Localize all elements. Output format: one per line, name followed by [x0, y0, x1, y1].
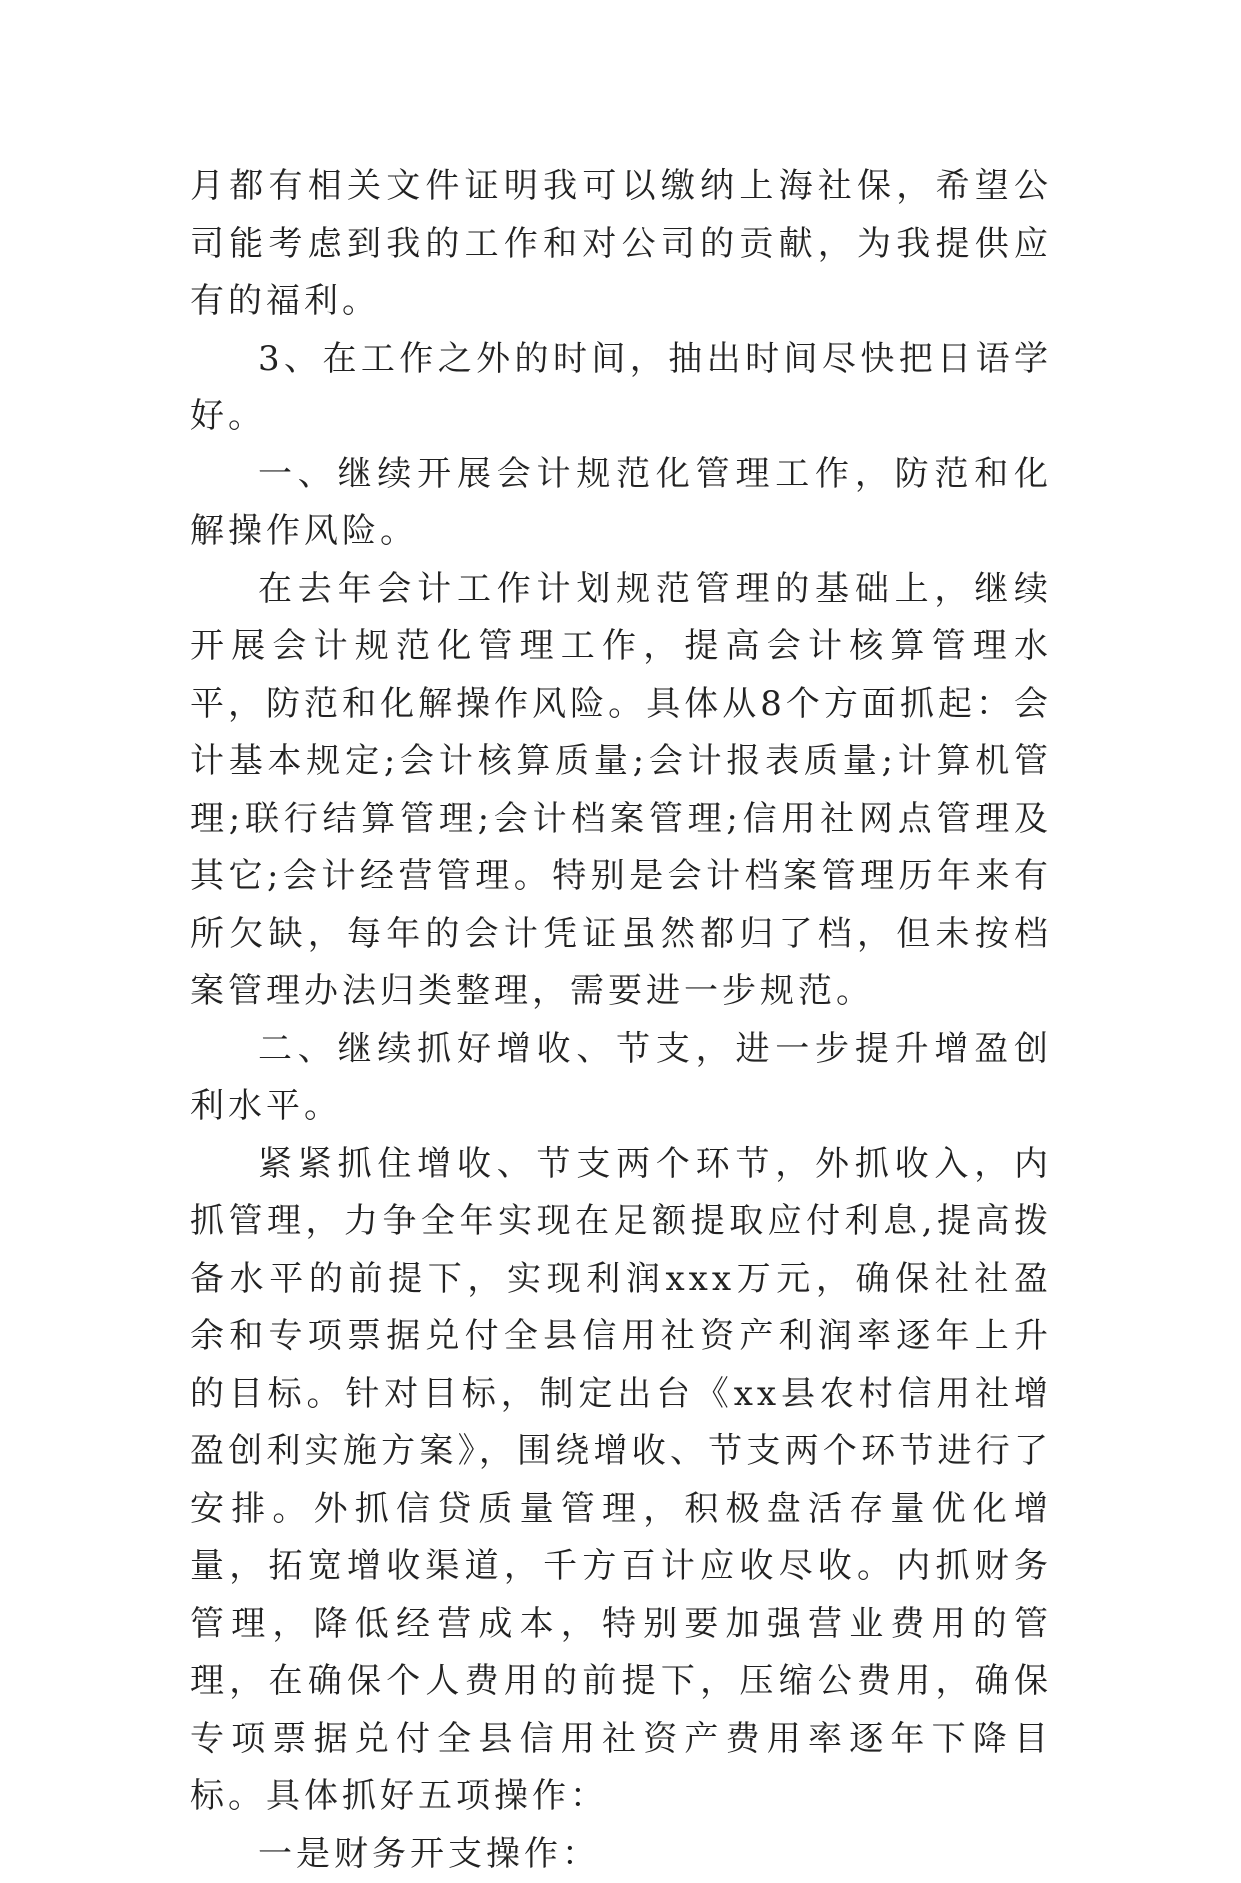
paragraph-6: 紧紧抓住增收、节支两个环节，外抓收入，内抓管理，力争全年实现在足额提取应付利息,提高拨备水平的前提下，实现利润xxx万元，确保社社盈余和专项票据兑付全县信用社资产利润率逐年上升的目标。针对目标，制定出台《xx县农村信用社增盈创利实施方案》，围绕增收、节支两个环节进行了安排。外抓信贷质量管理，积极盘活存量优化增量，拓宽增收渠道，千方百计应收尽收。内抓财务管理，降低经营成本，特别要加强营业费用的管理，在确保个人费用的前提下，压缩公费用，确保专项票据兑付全县信用社资产费用率逐年下降目标。具体抓好五项操作： — [190, 1136, 1052, 1826]
paragraph-2: 3、在工作之外的时间，抽出时间尽快把日语学好。 — [190, 331, 1052, 446]
paragraph-5: 二、继续抓好增收、节支，进一步提升增盈创利水平。 — [190, 1021, 1052, 1136]
paragraph-7: 一是财务开支操作： — [190, 1826, 1052, 1883]
paragraph-4: 在去年会计工作计划规范管理的基础上，继续开展会计规范化管理工作，提高会计核算管理水平，防范和化解操作风险。具体从8个方面抓起：会计基本规定;会计核算质量;会计报表质量;计算机管理;联行结算管理;会计档案管理;信用社网点管理及其它;会计经营管理。特别是会计档案管理历年来有所欠缺，每年的会计凭证虽然都归了档，但未按档案管理办法归类整理，需要进一步规范。 — [190, 561, 1052, 1021]
document-body — [190, 158, 1052, 1883]
paragraph-1: 月都有相关文件证明我可以缴纳上海社保，希望公司能考虑到我的工作和对公司的贡献，为我提供应有的福利。 — [190, 158, 1052, 331]
paragraph-3: 一、继续开展会计规范化管理工作，防范和化解操作风险。 — [190, 446, 1052, 561]
